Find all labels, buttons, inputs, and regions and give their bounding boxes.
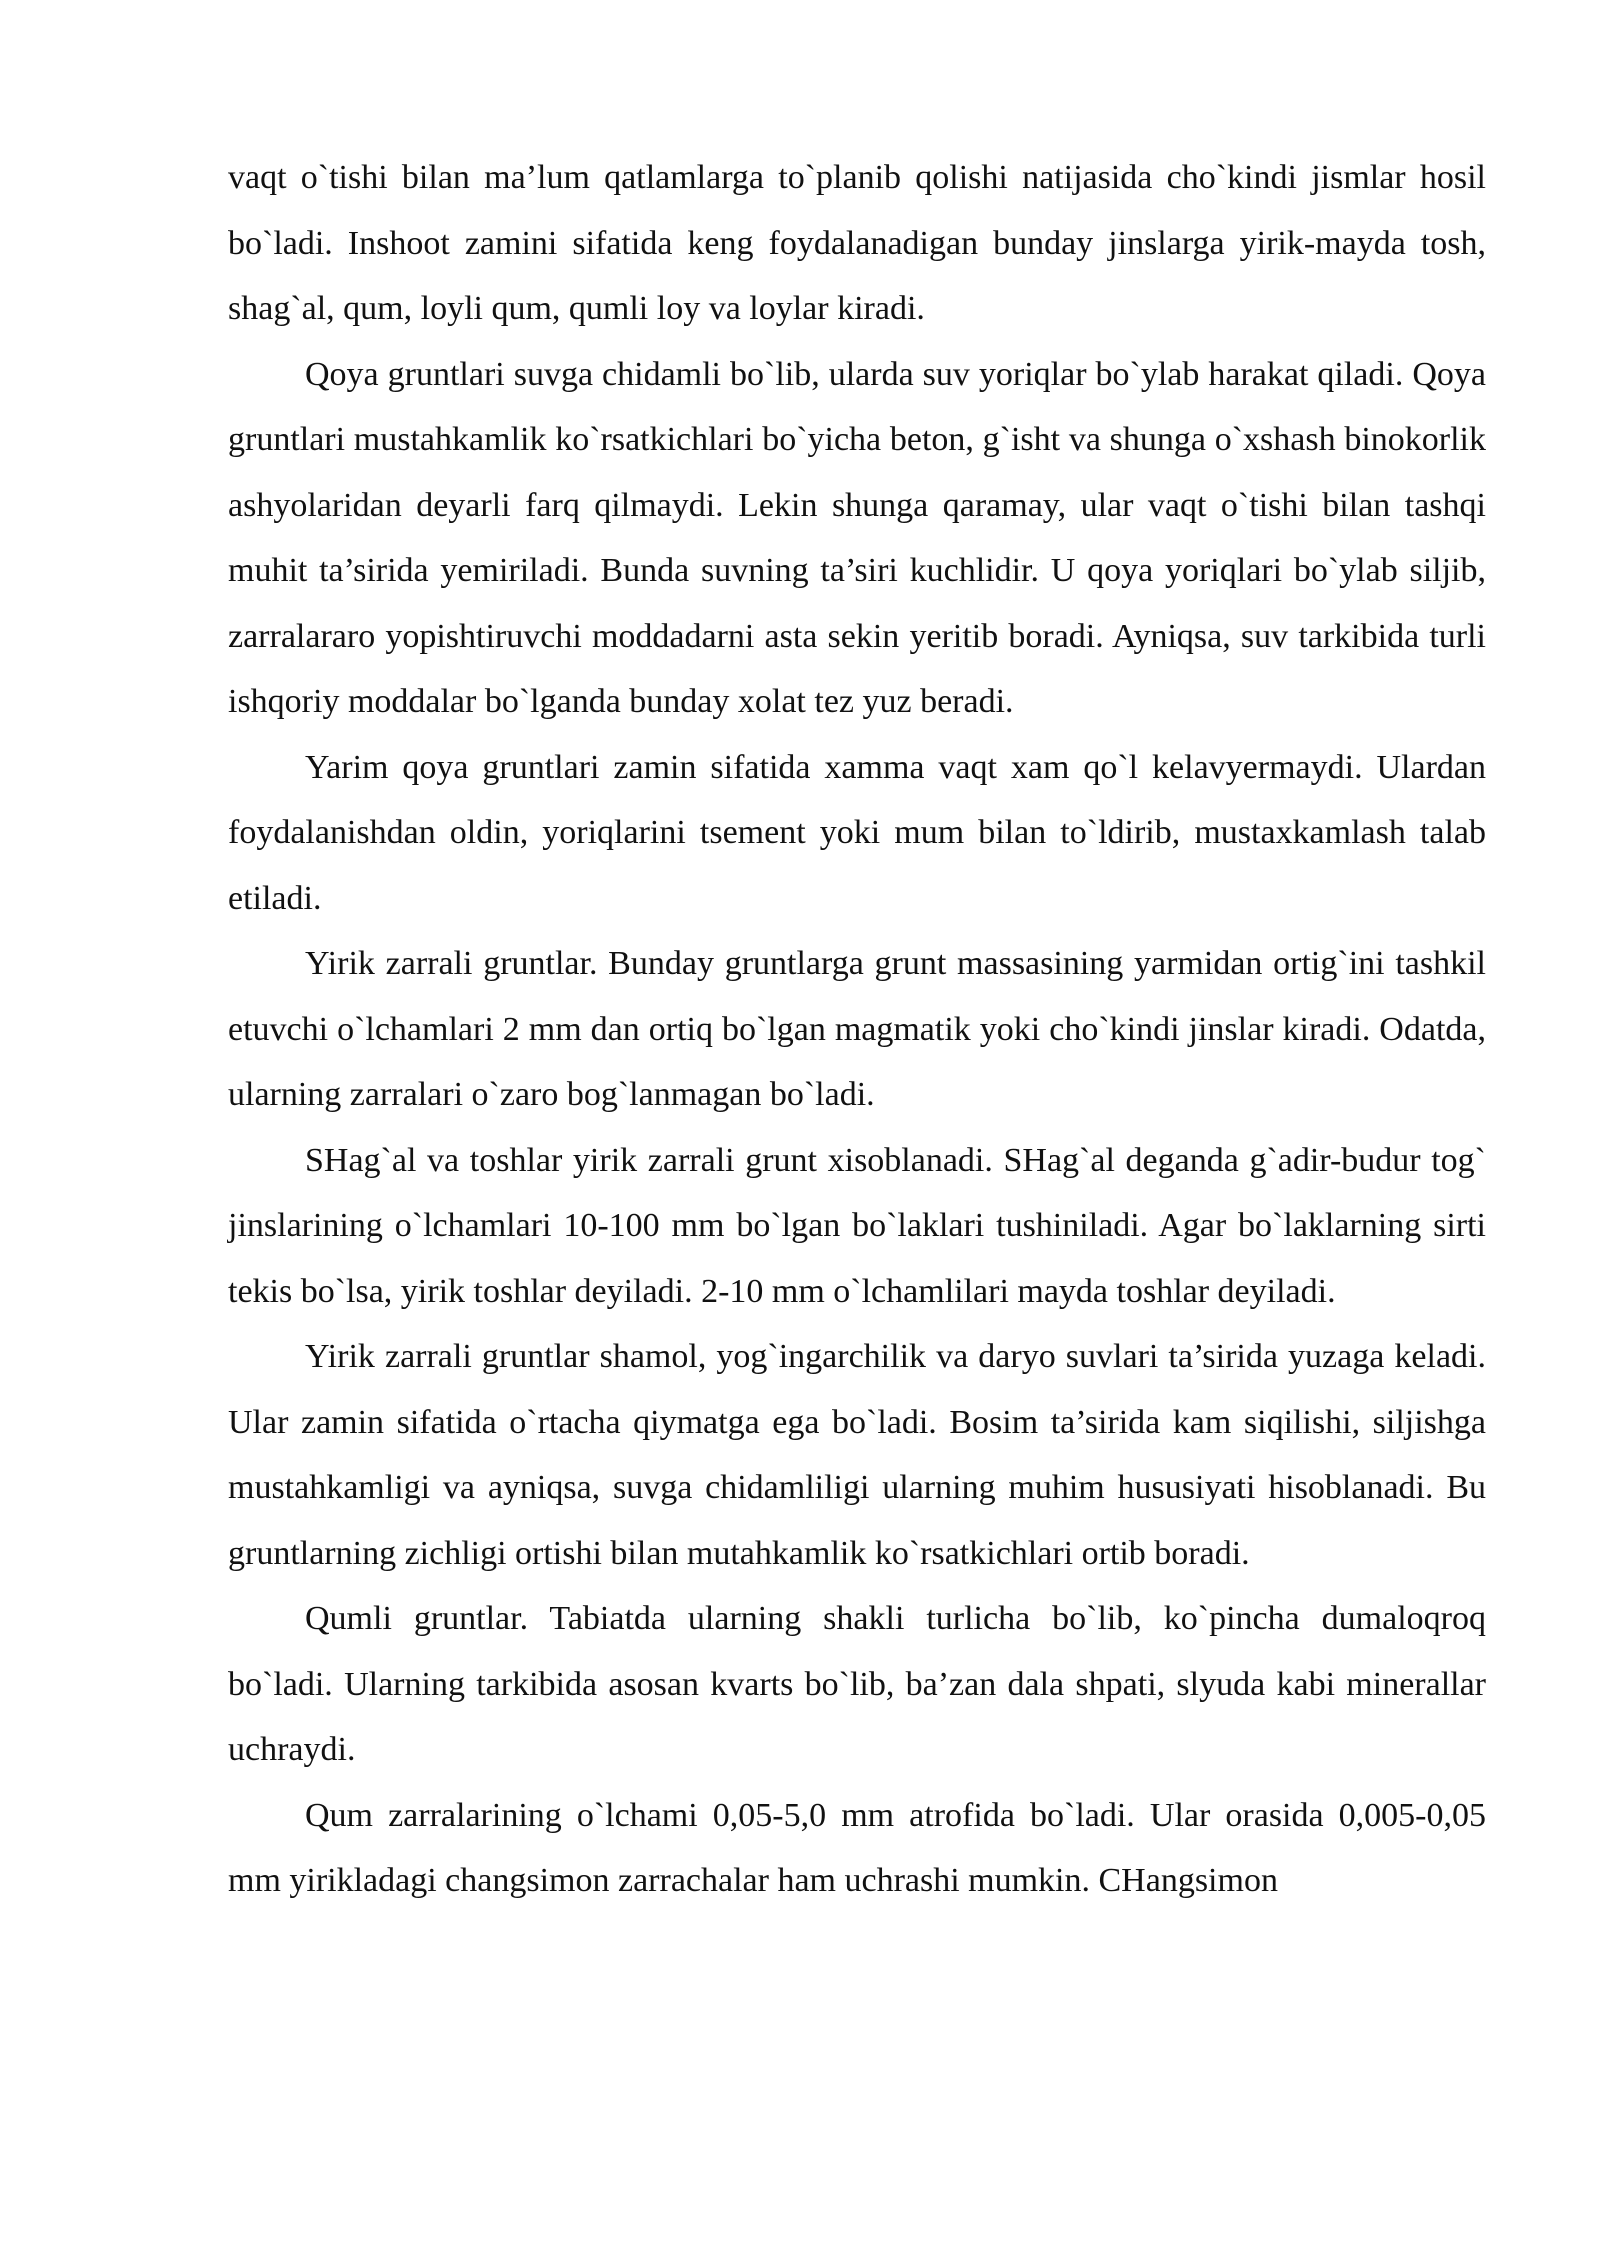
paragraph-semi-rock-soils: Yarim qoya gruntlari zamin sifatida xamma vaqt xam qo`l kelavyermaydi. Ulardan foydalanishdan oldin, yoriqlarini tsement yoki mum bilan to`ldirib, mustaxkamlash talab etiladi. — [228, 748, 1486, 917]
paragraph-continuation: vaqt o`tishi bilan ma’lum qatlamlarga to`planib qolishi natijasida cho`kindi jismlar hosil bo`ladi. Inshoot zamini sifatida keng foydalanadigan bunday jinslarga yirik-mayda tosh, shag`al, qum, loyli qum, qumli loy va loylar kiradi. — [228, 159, 1486, 327]
paragraph-rock-soils: Qoya gruntlari suvga chidamli bo`lib, ularda suv yoriqlar bo`ylab harakat qiladi. Qoya gruntlari mustahkamlik ko`rsatkichlari bo`yicha beton, g`isht va shunga o`xshash binokorlik ashyolaridan deyarli farq qilmaydi. Lekin shunga qaramay, ular vaqt o`tishi bilan tashqi muhit ta’sirida yemiriladi. Bunda suvning ta’siri kuchlidir. U qoya yoriqlari bo`ylab siljib, zarralararo yopishtiruvchi moddadarni asta sekin yeritib boradi. Ayniqsa, suv tarkibida turli ishqoriy moddalar bo`lganda bunday xolat tez yuz beradi. — [228, 355, 1486, 720]
document-page — [228, 145, 1486, 1914]
paragraph-sandy-soils: Qumli gruntlar. Tabiatda ularning shakli turlicha bo`lib, ko`pincha dumaloqroq bo`ladi. Ularning tarkibida asosan kvarts bo`lib, ba’zan dala shpati, slyuda kabi minerallar uchraydi. — [228, 1600, 1486, 1768]
paragraph-gravel-stones: SHag`al va toshlar yirik zarrali grunt xisoblanadi. SHag`al deganda g`adir-budur tog` jinslarining o`lchamlari 10-100 mm bo`lgan bo`laklari tushiniladi. Agar bo`laklarning sirti tekis bo`lsa, yirik toshlar deyiladi. 2-10 mm o`lchamlilari mayda toshlar deyiladi. — [228, 1141, 1486, 1310]
paragraph-coarse-soils: Yirik zarrali gruntlar. Bunday gruntlarga grunt massasining yarmidan ortig`ini tashkil etuvchi o`lchamlari 2 mm dan ortiq bo`lgan magmatik yoki cho`kindi jinslar kiradi. Odatda, ularning zarralari o`zaro bog`lanmagan bo`ladi. — [228, 945, 1486, 1113]
paragraph-sand-particle-size: Qum zarralarining o`lchami 0,05-5,0 mm atrofida bo`ladi. Ular orasida 0,005-0,05 mm yirikladagi changsimon zarrachalar ham uchrashi mumkin. CHangsimon — [228, 1796, 1486, 1899]
paragraph-coarse-soil-properties: Yirik zarrali gruntlar shamol, yog`ingarchilik va daryo suvlari ta’sirida yuzaga keladi. Ular zamin sifatida o`rtacha qiymatga ega bo`ladi. Bosim ta’sirida kam siqilishi, siljishga mustahkamligi va ayniqsa, suvga chidamliligi ularning muhim hususiyati hisoblanadi. Bu gruntlarning zichligi ortishi bilan mutahkamlik ko`rsatkichlari ortib boradi. — [228, 1338, 1486, 1572]
